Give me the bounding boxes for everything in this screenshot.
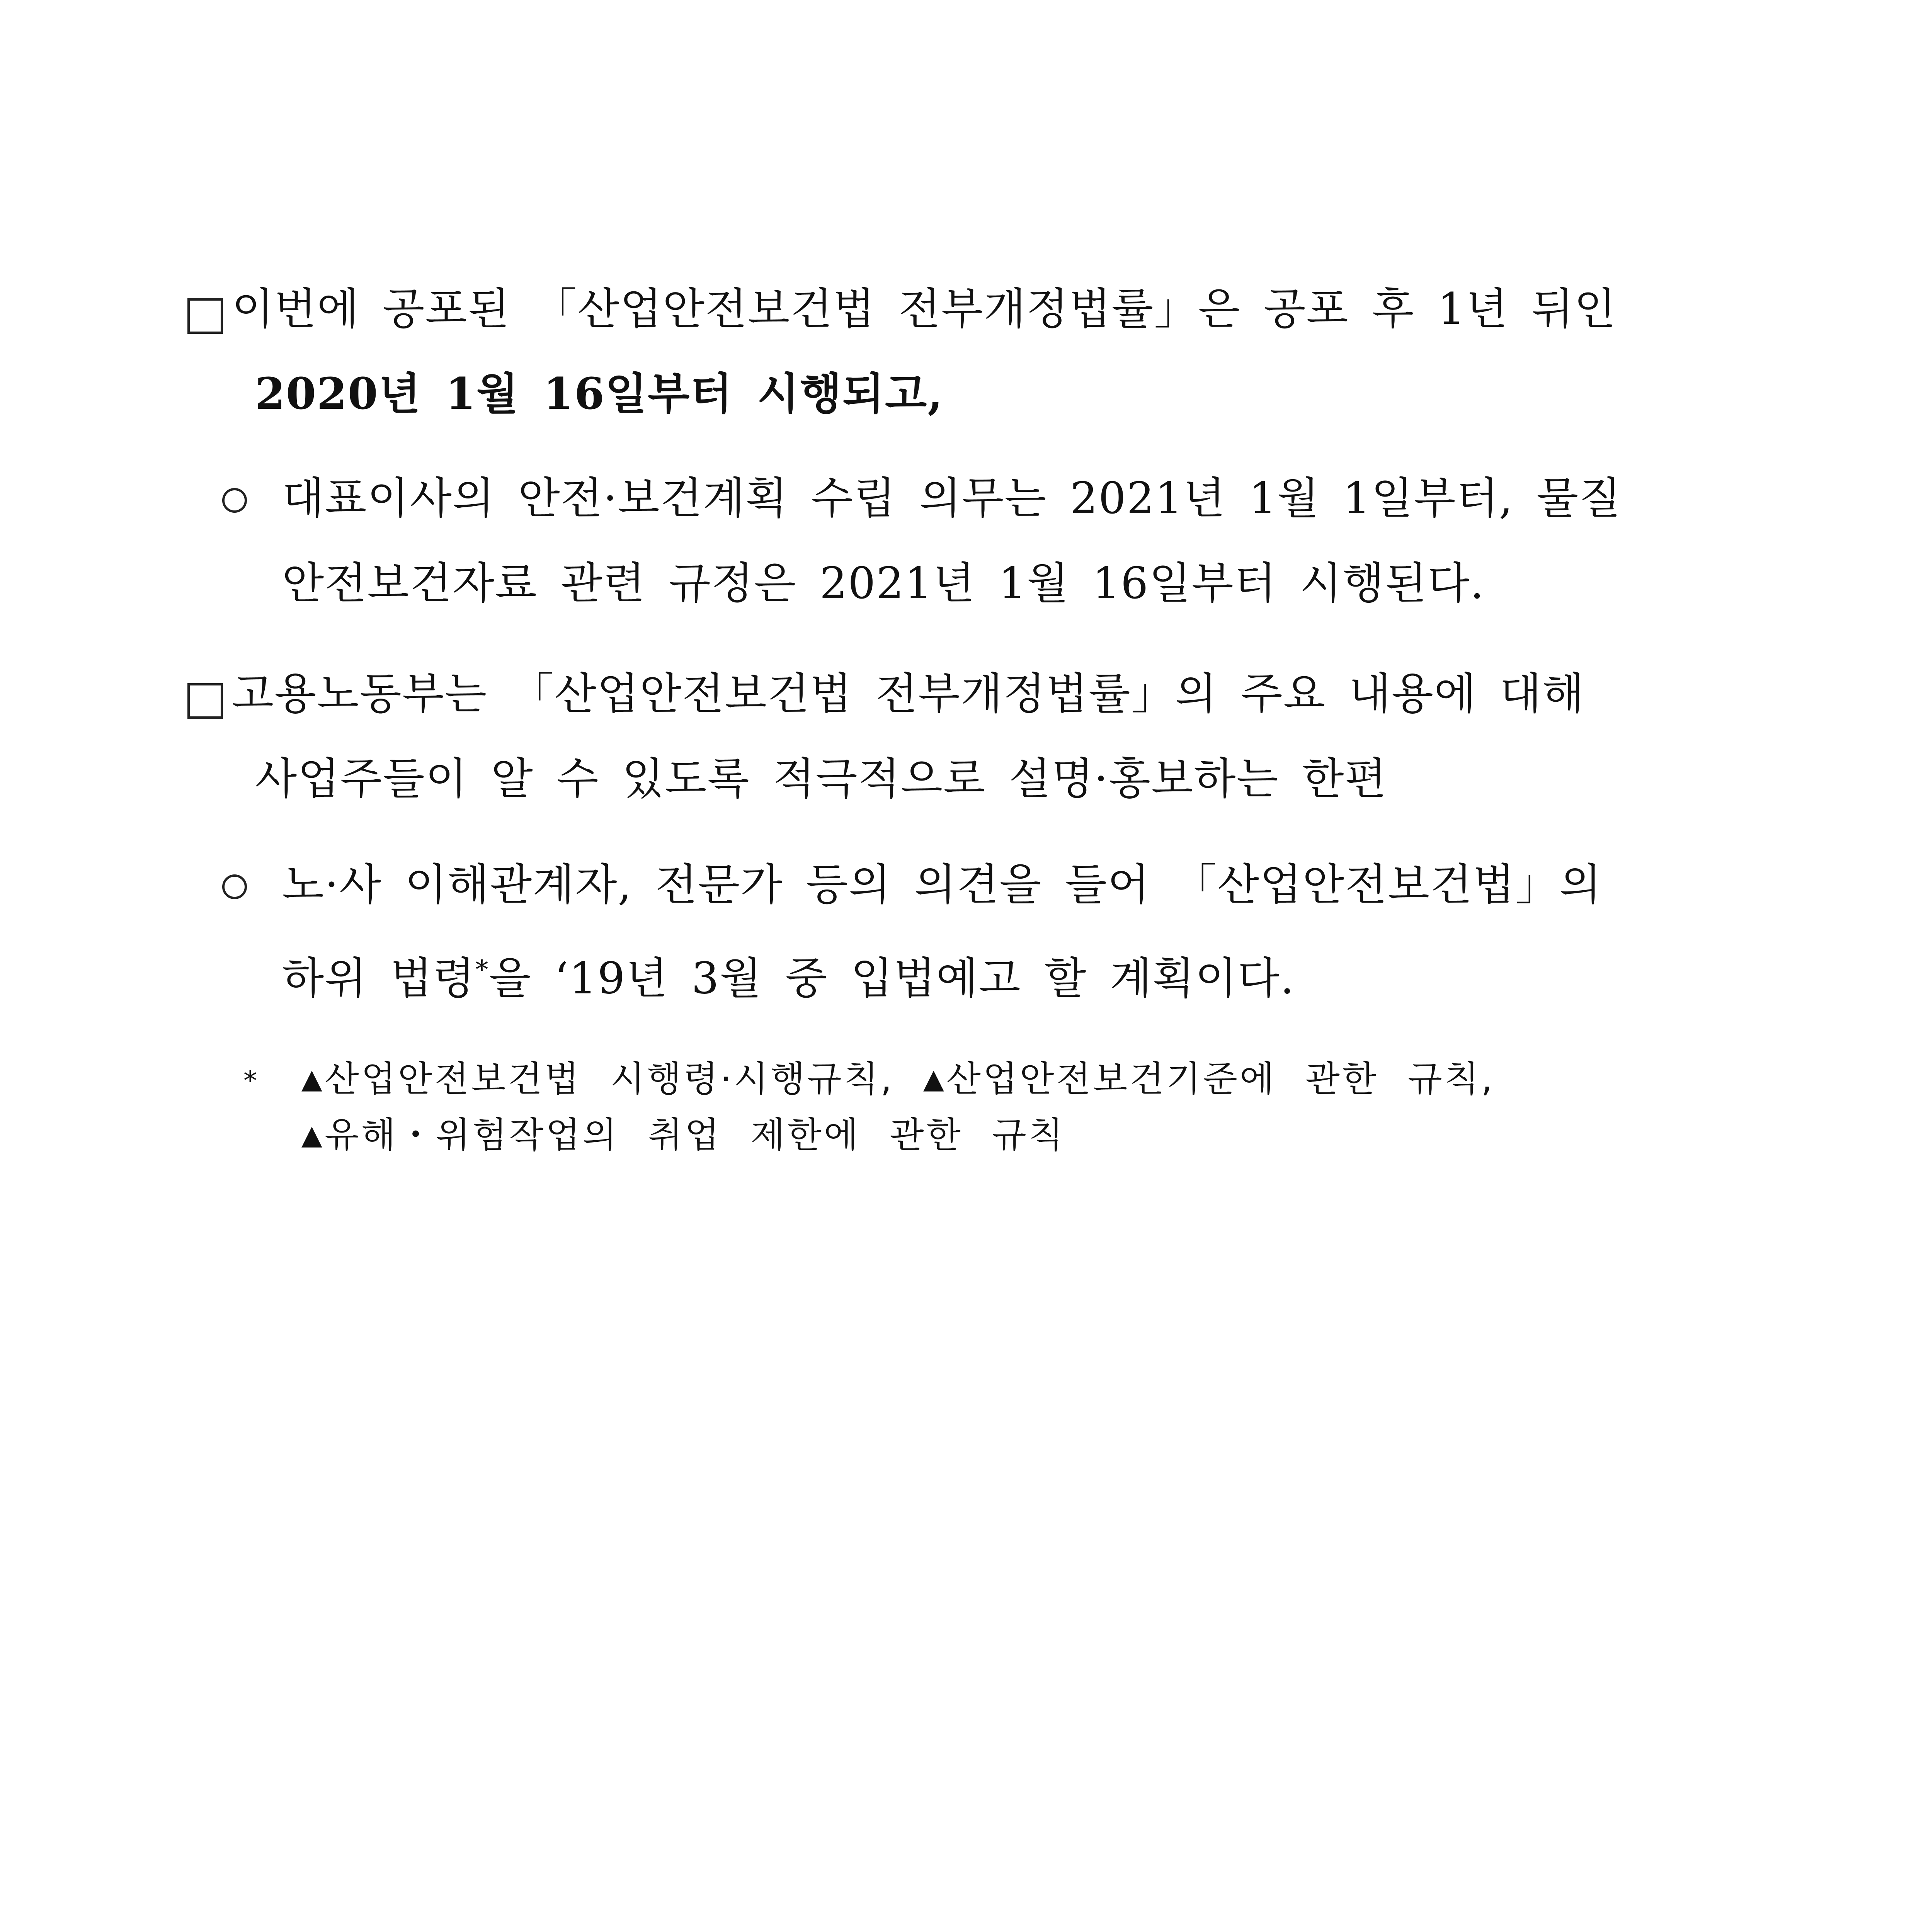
subordinate-law-text: 하위 법령 [282, 953, 476, 1004]
paragraph-4 [282, 842, 1743, 1021]
paragraph-1 [232, 267, 1743, 437]
paragraph-3-line-1: 고용노동부는 「산업안전보건법 전부개정법률」의 주요 내용에 대해 [232, 669, 1585, 719]
paragraph-3 [232, 651, 1743, 821]
circle-bullet-marker [222, 488, 247, 513]
paragraph-2-line-1: 대표이사의 안전·보건계획 수립 의무는 2021년 1월 1일부터, 물질 [282, 473, 1622, 524]
footnote-line-1 [301, 1051, 1743, 1107]
paragraph-4-line-1: 노·사 이해관계자, 전문가 등의 의견을 들어 「산업안전보건법」의 [282, 860, 1602, 910]
checkbox-marker [187, 683, 223, 719]
circle-bullet-marker [222, 874, 247, 899]
footnote-item-1: 산업안전보건법 시행령·시행규칙, [324, 1058, 894, 1100]
paragraph-2 [282, 456, 1743, 626]
paragraph-2-line-2: 안전보건자료 관련 규정은 2021년 1월 16일부터 시행된다. [282, 558, 1485, 609]
footnote-star: * [243, 1065, 257, 1097]
checkbox-marker [187, 298, 223, 334]
footnote-item-2: 산업안전보건기준에 관한 규칙, [946, 1058, 1495, 1100]
triangle-bullet-icon: ▲ [301, 1063, 325, 1095]
paragraph-1-line-2: 2020년 1월 16일부터 시행되고, [255, 369, 944, 419]
paragraph-4-line-2 [282, 927, 1743, 1021]
paragraph-3-line-2: 사업주들이 알 수 있도록 적극적으로 설명·홍보하는 한편 [255, 754, 1387, 804]
footnote-item-3: 유해・위험작업의 취업 제한에 관한 규칙 [324, 1114, 1065, 1156]
footnote-reference: * [475, 955, 489, 985]
footnote [301, 1051, 1743, 1163]
legislation-notice-text: 을 ‘19년 3월 중 입법예고 할 계획이다. [489, 953, 1295, 1004]
triangle-bullet-icon: ▲ [923, 1063, 946, 1095]
footnote-line-2 [301, 1107, 1743, 1163]
paragraph-1-line-1: 이번에 공포된 「산업안전보건법 전부개정법률」은 공포 후 1년 뒤인 [232, 284, 1617, 334]
triangle-bullet-icon: ▲ [301, 1119, 325, 1151]
